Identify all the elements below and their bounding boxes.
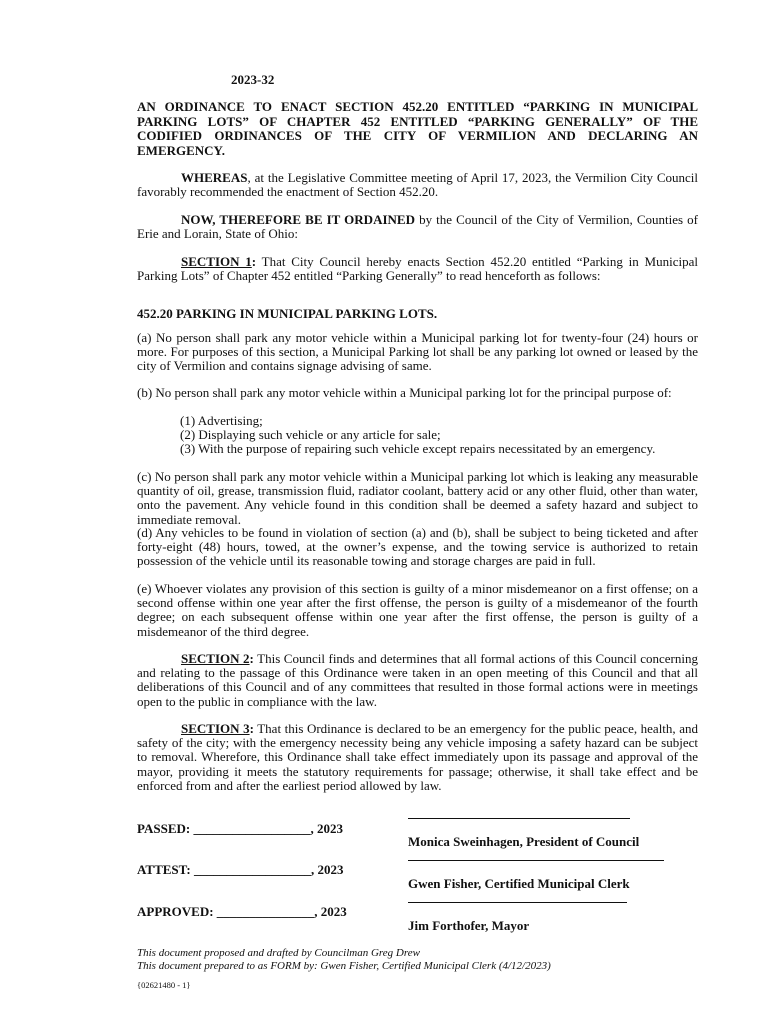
list-item: (3) With the purpose of repairing such vehicle except repairs necessitated by an emergency.: [180, 441, 656, 457]
code-subsection-d: (d) Any vehicles to be found in violation of section (a) and (b), shall be subject to being ticketed and after forty-eight (48) hours, towed, at the owner’s expense, and the towing service is authorized to retain possession of the vehicle until its reasonable towing and storage charges are paid in full.: [137, 525, 698, 569]
section-2-colon: :: [249, 651, 254, 666]
code-subsection-c: (c) No person shall park any motor vehicle within a Municipal parking lot which is leaking any measurable quantity of oil, grease, transmission fluid, radiator coolant, battery acid or any other fluid, other than water, onto the pavement. Any vehicle found in this condition shall be deemed a safety hazard and subject to immediate removal.: [137, 469, 698, 527]
section-3-paragraph: [137, 722, 698, 793]
code-subsection-b: (b) No person shall park any motor vehicle within a Municipal parking lot for the principal purpose of:: [137, 385, 672, 400]
list-item: (1) Advertising;: [180, 413, 263, 428]
section-1-paragraph: [137, 255, 698, 283]
section-3-text: That this Ordinance is declared to be an emergency for the public peace, health, and safety of the city; with the emergency necessity being any vehicle imposing a safety hazard can be subject to removal. Wherefore, this Ordinance shall take effect immediately upon its passage and approval of the mayor, providing it meets the statutory requirements for passage; otherwise, it shall take effect and be enforced from and after the earliest period allowed by law.: [137, 721, 698, 793]
code-subsection-a: (a) No person shall park any motor vehicle within a Municipal parking lot for twenty-four (24) hours or more. For purposes of this section, a Municipal Parking lot shall be any parking lot owned or leased by the city of Vermilion and contains signage advising of same.: [137, 330, 698, 374]
section-1-colon: :: [251, 254, 257, 269]
approved-line: APPROVED: _______________, 2023: [137, 904, 347, 919]
code-subsection-e: (e) Whoever violates any provision of this section is guilty of a minor misdemeanor on a first offense; on a second offense within one year after the first offense, the person is guilty of a misdemeanor of the fourth degree; on each subsequent offense within one year after the first offense, the person is guilty of a misdemeanor of the third degree.: [137, 581, 698, 639]
code-section-heading: 452.20 PARKING IN MUNICIPAL PARKING LOTS.: [137, 306, 438, 321]
ordained-paragraph: [137, 213, 698, 241]
whereas-lead: WHEREAS: [181, 170, 248, 185]
section-1-text: That City Council hereby enacts Section 452.20 entitled “Parking in Municipal Parking Lots” of Chapter 452 entitled “Parking Generally” to read henceforth as follows:: [137, 254, 698, 284]
president-name: Monica Sweinhagen, President of Council: [408, 834, 640, 849]
document-footer: [137, 947, 551, 972]
footer-prepared-by: This document prepared to as FORM by: Gwen Fisher, Certified Municipal Clerk (4/12/2023): [137, 959, 551, 972]
list-item: (2) Displaying such vehicle or any article for sale;: [180, 427, 441, 443]
document-id: {02621480 - 1}: [137, 980, 191, 990]
president-signature-line: [408, 818, 630, 819]
mayor-signature-line: [408, 902, 627, 903]
ordinance-title: AN ORDINANCE TO ENACT SECTION 452.20 ENTITLED “PARKING IN MUNICIPAL PARKING LOTS” OF CHAPTER 452 ENTITLED “PARKING GENERALLY” OF THE CODIFIED ORDINANCES OF THE CITY OF VERMILION AND DECLARING AN EMERGENCY.: [137, 99, 698, 158]
section-2-label: SECTION 2: [181, 651, 250, 666]
mayor-name: Jim Forthofer, Mayor: [408, 918, 530, 933]
ordained-text: by the Council of the City of Vermilion, Counties of Erie and Lorain, State of Ohio:: [137, 212, 698, 242]
clerk-name: Gwen Fisher, Certified Municipal Clerk: [408, 876, 630, 891]
attest-line: ATTEST: __________________, 2023: [137, 862, 344, 877]
clerk-signature-line: [408, 860, 664, 861]
code-subsection-b-list: [180, 414, 680, 457]
passed-line: PASSED: __________________, 2023: [137, 821, 343, 836]
footer-drafted-by: This document proposed and drafted by Councilman Greg Drew: [137, 947, 420, 959]
ordinance-number: 2023-32: [231, 72, 275, 87]
whereas-text: , at the Legislative Committee meeting of April 17, 2023, the Vermilion City Council favorably recommended the enactment of Section 452.20.: [137, 170, 698, 200]
section-3-colon: :: [249, 721, 254, 736]
ordained-lead: NOW, THEREFORE BE IT ORDAINED: [181, 212, 415, 227]
section-1-label: SECTION 1: [181, 254, 252, 269]
section-3-label: SECTION 3: [181, 721, 250, 736]
section-2-paragraph: [137, 652, 698, 709]
section-2-text: This Council finds and determines that all formal actions of this Council concerning and relating to the passage of this Ordinance were taken in an open meeting of this Council and that all deliberations of this Council and of any committees that resulted in those formal actions were in meetings open to the public in compliance with the law.: [137, 651, 698, 709]
whereas-paragraph: [137, 171, 698, 199]
